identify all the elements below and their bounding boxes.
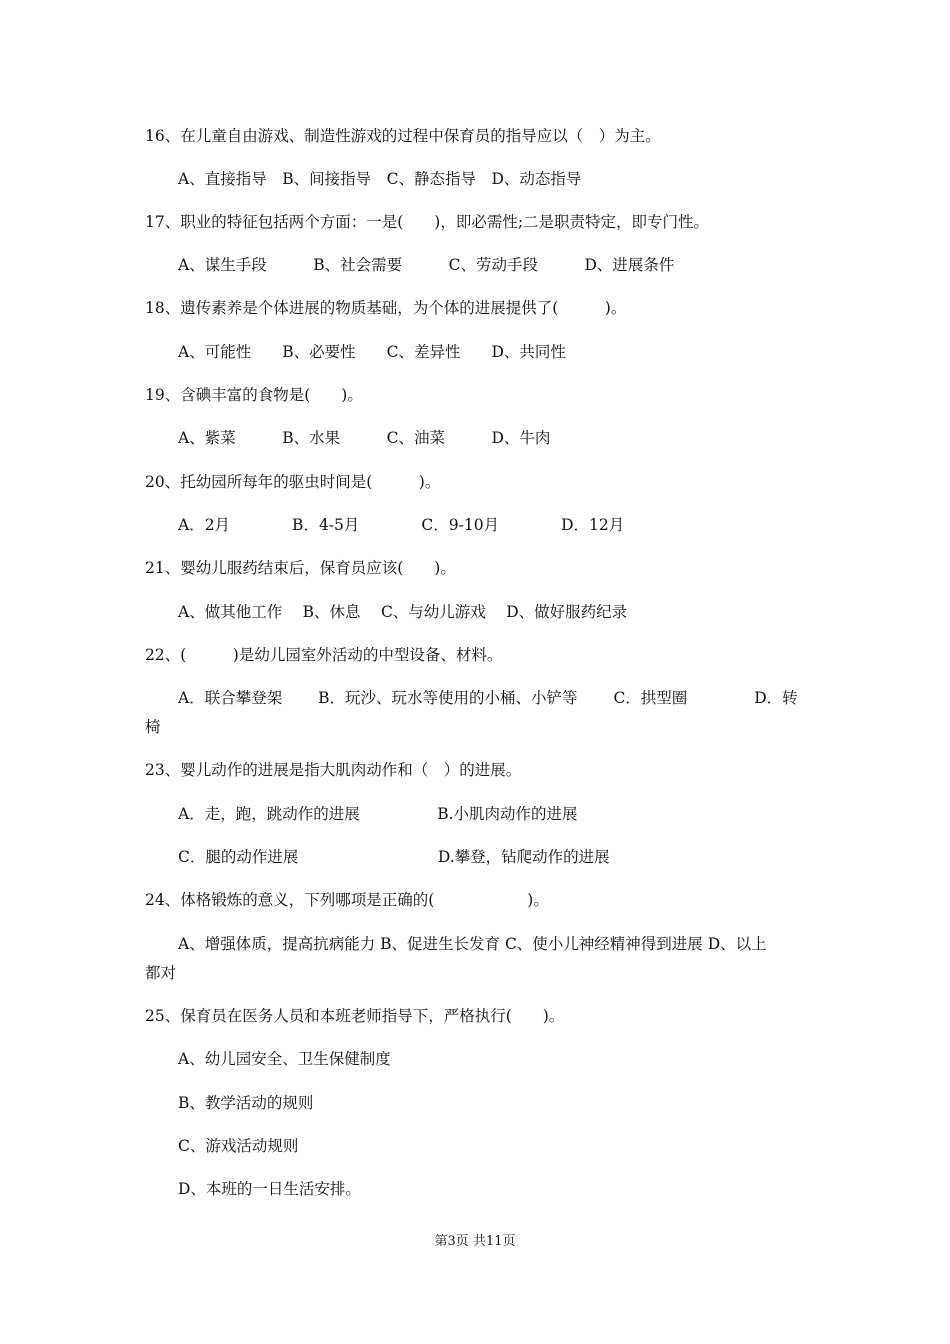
options-19: A、紫菜 B、水果 C、油菜 D、牛肉 [178,429,551,447]
question-23: 23、婴儿动作的进展是指大肌肉动作和（ ）的进展。 [145,761,522,779]
options-20: A．2月 B．4-5月 C．9-10月 D．12月 [178,516,625,534]
options-24: A、增强体质，提高抗病能力 B、促进生长发育 C、使小儿神经精神得到进展 D、以上 [178,935,767,953]
question-19: 19、含碘丰富的食物是( )。 [145,386,363,404]
options-22-continuation: 椅 [145,718,161,736]
options-17: A、谋生手段 B、社会需要 C、劳动手段 D、进展条件 [178,256,675,274]
options-16: A、直接指导 B、间接指导 C、静态指导 D、动态指导 [178,170,582,188]
options-25-c: C、游戏活动规则 [178,1137,299,1155]
question-21: 21、婴幼儿服药结束后，保育员应该( )。 [145,559,456,577]
options-23-line-2: C．腿的动作进展 D.攀登，钻爬动作的进展 [178,848,610,866]
question-22: 22、( )是幼儿园室外活动的中型设备、材料。 [145,646,503,664]
question-25: 25、保育员在医务人员和本班老师指导下，严格执行( )。 [145,1007,565,1025]
options-25-a: A、幼儿园安全、卫生保健制度 [178,1050,391,1068]
options-21: A、做其他工作 B、休息 C、与幼儿游戏 D、做好服药纪录 [178,603,628,621]
options-24-continuation: 都对 [145,964,177,982]
page-footer: 第3页 共11页 [434,1234,516,1249]
question-20: 20、托幼园所每年的驱虫时间是( )。 [145,473,441,491]
options-25-b: B、教学活动的规则 [178,1094,314,1112]
options-25-d: D、本班的一日生活安排。 [178,1180,361,1198]
question-16: 16、在儿童自由游戏、制造性游戏的过程中保育员的指导应以（ ）为主。 [145,127,661,145]
options-23-line-1: A．走，跑，跳动作的进展 B.小肌肉动作的进展 [178,805,578,823]
options-18: A、可能性 B、必要性 C、差异性 D、共同性 [178,343,566,361]
options-22: A．联合攀登架 B．玩沙、玩水等使用的小桶、小铲等 C．拱型圈 D．转 [178,689,798,707]
question-18: 18、遗传素养是个体进展的物质基础，为个体的进展提供了( )。 [145,299,627,317]
question-17: 17、职业的特征包括两个方面：一是( )，即必需性;二是职责特定，即专门性。 [145,213,710,231]
question-24: 24、体格锻炼的意义，下列哪项是正确的( )。 [145,891,549,909]
